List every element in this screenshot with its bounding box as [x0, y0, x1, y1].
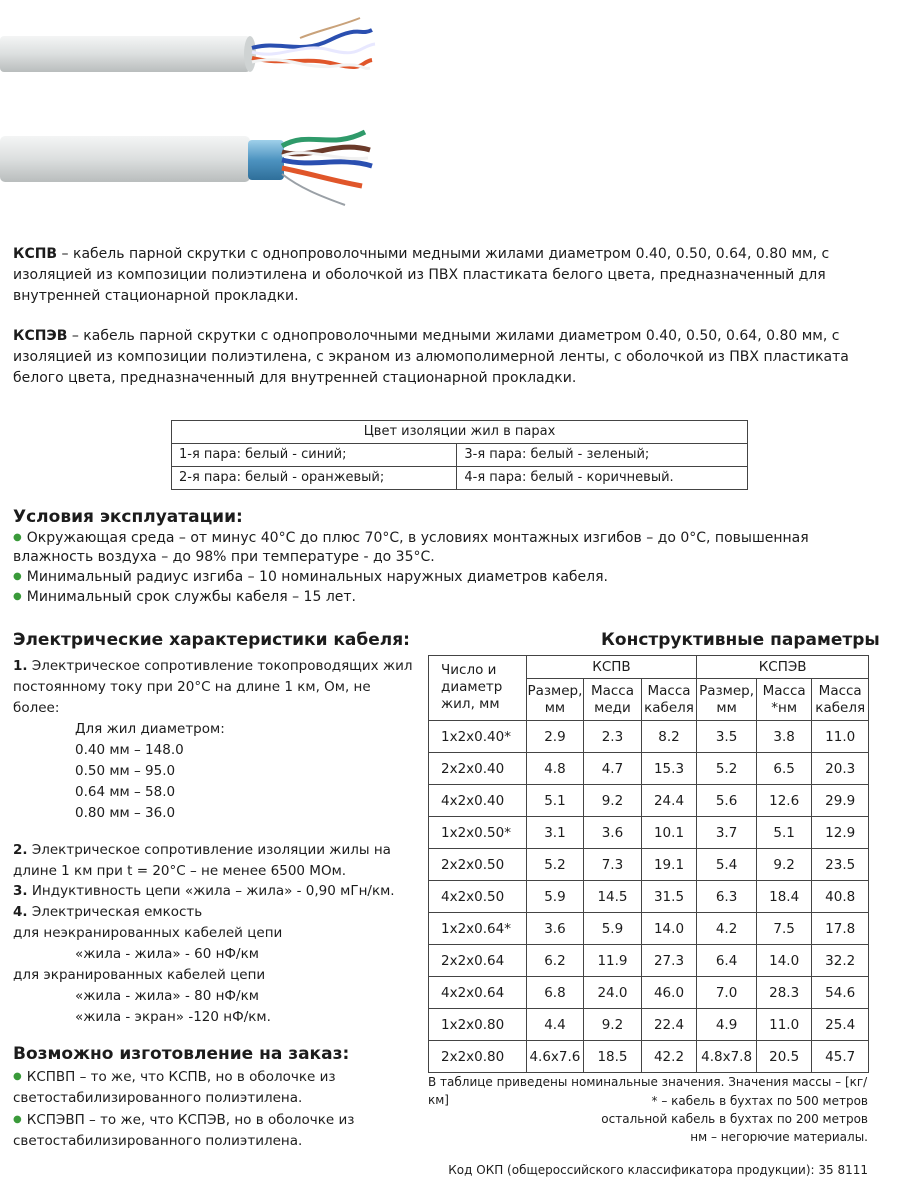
table-cell: 2.9 — [526, 721, 584, 753]
table-cell: 24.0 — [584, 977, 642, 1009]
construction-table — [428, 655, 869, 1073]
table-cell: 22.4 — [641, 1009, 697, 1041]
kspev-name: КСПЭВ — [13, 328, 68, 344]
table-cell: 7.5 — [756, 913, 812, 945]
table-row — [429, 817, 869, 849]
sub-header: Размер, мм — [697, 679, 757, 721]
table-cell: 23.5 — [812, 849, 869, 881]
sub-header: Масса кабеля — [641, 679, 697, 721]
table-cell: 6.8 — [526, 977, 584, 1009]
item-text: Электрическая емкость — [27, 904, 203, 920]
table-cell: 25.4 — [812, 1009, 869, 1041]
table-row — [429, 721, 869, 753]
row-label: 1x2x0.50* — [429, 817, 527, 849]
sub-header: Масса *нм — [756, 679, 812, 721]
item-number: 2. — [13, 842, 28, 858]
table-cell: 42.2 — [641, 1041, 697, 1073]
first-column-header: Число и диаметр жил, мм — [429, 656, 527, 721]
table-cell: 45.7 — [812, 1041, 869, 1073]
table-cell: 2.3 — [584, 721, 642, 753]
kspev-text: – кабель парной скрутки с однопроволочными медными жилами диаметром 0.40, 0.50, 0.64, 0.80 мм, с изоляцией из композиции полиэтилена, с экраном из алюмополимерной ленты, с оболочкой из ПВХ пластиката белого цвета, предназначенный для внутренней стационарной прокладки. — [13, 328, 849, 386]
shielded-cable-icon — [0, 132, 372, 205]
conditions-item: ● Минимальный срок службы кабеля – 15 лет. — [13, 587, 883, 607]
row-label: 4x2x0.50 — [429, 881, 527, 913]
table-row — [429, 1041, 869, 1073]
table-cell: 14.0 — [641, 913, 697, 945]
table-cell: 14.0 — [756, 945, 812, 977]
table-cell: 4.2 — [697, 913, 757, 945]
table-cell: 3.1 — [526, 817, 584, 849]
pair-color-table — [171, 420, 748, 490]
table-cell: 32.2 — [812, 945, 869, 977]
table-cell: 10.1 — [641, 817, 697, 849]
diameter-value: 0.40 мм – 148.0 — [75, 742, 184, 758]
table-cell: 31.5 — [641, 881, 697, 913]
capacitance-value: «жила - жила» - 60 нФ/км — [75, 946, 259, 962]
conditions-list — [13, 528, 883, 607]
electrical-item-4 — [13, 902, 413, 1028]
conditions-item: ● Минимальный радиус изгиба – 10 номинальных наружных диаметров кабеля. — [13, 567, 883, 587]
pair-color-cell: 3-я пара: белый - зеленый; — [457, 444, 748, 467]
cable-photo — [0, 0, 420, 215]
pair-color-cell: 1-я пара: белый - синий; — [172, 444, 457, 467]
row-label: 2x2x0.50 — [429, 849, 527, 881]
row-label: 2x2x0.40 — [429, 753, 527, 785]
table-cell: 4.6x7.6 — [526, 1041, 584, 1073]
conditions-title: Условия эксплуатации: — [13, 507, 243, 527]
okp-code: Код ОКП (общероссийского классификатора продукции): 35 8111 — [448, 1163, 868, 1177]
table-cell: 12.9 — [812, 817, 869, 849]
diameter-title: Для жил диаметром: — [75, 721, 225, 737]
kspv-description — [13, 244, 883, 307]
electrical-item-2 — [13, 840, 413, 882]
table-cell: 5.6 — [697, 785, 757, 817]
diameter-value: 0.64 мм – 58.0 — [75, 784, 176, 800]
diameter-value: 0.80 мм – 36.0 — [75, 805, 176, 821]
table-row — [429, 945, 869, 977]
table-cell: 4.8x7.8 — [697, 1041, 757, 1073]
sub-header: Масса меди — [584, 679, 642, 721]
table-cell: 19.1 — [641, 849, 697, 881]
table-row — [429, 753, 869, 785]
table-cell: 4.4 — [526, 1009, 584, 1041]
table-cell: 46.0 — [641, 977, 697, 1009]
item-number: 3. — [13, 883, 28, 899]
order-list — [13, 1066, 413, 1152]
item-text: Электрическое сопротивление изоляции жилы на длине 1 км при t = 20°С – не менее 6500 МОм. — [13, 842, 391, 879]
item-text: Электрическое сопротивление токопроводящих жил постоянному току при 20°С на длине 1 км, Ом, не более: — [13, 658, 413, 716]
order-title: Возможно изготовление на заказ: — [13, 1044, 350, 1064]
table-cell: 6.4 — [697, 945, 757, 977]
sub-header: Масса кабеля — [812, 679, 869, 721]
order-item: ● КСПВП – то же, что КСПВ, но в оболочке из светостабилизированного полиэтилена. — [13, 1066, 413, 1109]
table-cell: 5.1 — [756, 817, 812, 849]
table-cell: 3.7 — [697, 817, 757, 849]
row-label: 1x2x0.40* — [429, 721, 527, 753]
electrical-title: Электрические характеристики кабеля: — [13, 630, 410, 650]
table-cell: 3.8 — [756, 721, 812, 753]
kspev-description — [13, 326, 883, 389]
table-cell: 11.0 — [812, 721, 869, 753]
table-cell: 12.6 — [756, 785, 812, 817]
table-cell: 11.9 — [584, 945, 642, 977]
order-item: ● КСПЭВП – то же, что КСПЭВ, но в оболочке из светостабилизированного полиэтилена. — [13, 1109, 413, 1152]
item-number: 4. — [13, 904, 28, 920]
table-cell: 17.8 — [812, 913, 869, 945]
table-cell: 6.5 — [756, 753, 812, 785]
row-label: 1x2x0.80 — [429, 1009, 527, 1041]
table-cell: 5.9 — [584, 913, 642, 945]
conditions-item: ● Окружающая среда – от минус 40°С до плюс 70°С, в условиях монтажных изгибов – до 0°С, повышенная влажность воздуха – до 98% при температуре - до 35°С. — [13, 528, 883, 567]
table-cell: 8.2 — [641, 721, 697, 753]
table-cell: 5.9 — [526, 881, 584, 913]
table-cell: 9.2 — [584, 785, 642, 817]
diameter-value: 0.50 мм – 95.0 — [75, 763, 176, 779]
table-cell: 4.7 — [584, 753, 642, 785]
table-footnotes — [500, 1092, 868, 1146]
construction-table-body — [429, 721, 869, 1073]
table-cell: 5.2 — [526, 849, 584, 881]
table-cell: 28.3 — [756, 977, 812, 1009]
table-cell: 9.2 — [584, 1009, 642, 1041]
table-row — [429, 1009, 869, 1041]
table-cell: 5.1 — [526, 785, 584, 817]
footnote: * – кабель в бухтах по 500 метров — [651, 1094, 868, 1108]
kspv-name: КСПВ — [13, 246, 58, 262]
table-cell: 29.9 — [812, 785, 869, 817]
table-cell: 6.2 — [526, 945, 584, 977]
table-cell: 20.3 — [812, 753, 869, 785]
capacitance-value: «жила - жила» - 80 нФ/км — [75, 988, 259, 1004]
table-cell: 54.6 — [812, 977, 869, 1009]
group-header-kspv: КСПВ — [526, 656, 697, 679]
table-cell: 24.4 — [641, 785, 697, 817]
table-cell: 27.3 — [641, 945, 697, 977]
table-row — [429, 913, 869, 945]
table-row — [429, 849, 869, 881]
table-cell: 5.4 — [697, 849, 757, 881]
table-cell: 18.5 — [584, 1041, 642, 1073]
item-number: 1. — [13, 658, 28, 674]
table-cell: 40.8 — [812, 881, 869, 913]
row-label: 1x2x0.64* — [429, 913, 527, 945]
pair-color-cell: 4-я пара: белый - коричневый. — [457, 467, 748, 490]
table-row — [429, 977, 869, 1009]
footnote: нм – негорючие материалы. — [690, 1130, 868, 1144]
table-cell: 4.9 — [697, 1009, 757, 1041]
row-label: 4x2x0.64 — [429, 977, 527, 1009]
table-cell: 20.5 — [756, 1041, 812, 1073]
table-cell: 7.3 — [584, 849, 642, 881]
construction-title: Конструктивные параметры — [601, 630, 880, 650]
capacitance-label: для неэкранированных кабелей цепи — [13, 925, 283, 941]
table-cell: 3.6 — [526, 913, 584, 945]
pair-color-cell: 2-я пара: белый - оранжевый; — [172, 467, 457, 490]
table-cell: 9.2 — [756, 849, 812, 881]
electrical-item-3 — [13, 881, 413, 902]
kspv-text: – кабель парной скрутки с однопроволочными медными жилами диаметром 0.40, 0.50, 0.64, 0.80 мм, с изоляцией из композиции полиэтилена и оболочкой из ПВХ пластиката белого цвета, предназначенный для внутренней стационарной прокладки. — [13, 246, 830, 304]
table-cell: 14.5 — [584, 881, 642, 913]
table-cell: 3.5 — [697, 721, 757, 753]
table-cell: 5.2 — [697, 753, 757, 785]
table-cell: 11.0 — [756, 1009, 812, 1041]
table-cell: 6.3 — [697, 881, 757, 913]
row-label: 2x2x0.64 — [429, 945, 527, 977]
table-note: В таблице приведены номинальные значения. Значения массы – [кг/км] — [428, 1075, 868, 1107]
table-cell: 4.8 — [526, 753, 584, 785]
capacitance-value: «жила - экран» -120 нФ/км. — [75, 1009, 271, 1025]
item-text: Индуктивность цепи «жила – жила» - 0,90 мГн/км. — [27, 883, 395, 899]
row-label: 2x2x0.80 — [429, 1041, 527, 1073]
row-label: 4x2x0.40 — [429, 785, 527, 817]
footnote: остальной кабель в бухтах по 200 метров — [601, 1112, 868, 1126]
table-cell: 15.3 — [641, 753, 697, 785]
table-row — [429, 881, 869, 913]
group-header-kspev: КСПЭВ — [697, 656, 869, 679]
table-cell: 7.0 — [697, 977, 757, 1009]
unshielded-cable-icon — [0, 18, 375, 72]
electrical-item-1 — [13, 656, 413, 824]
capacitance-label: для экранированных кабелей цепи — [13, 967, 266, 983]
table-cell: 3.6 — [584, 817, 642, 849]
pair-color-title: Цвет изоляции жил в парах — [172, 421, 748, 444]
table-cell: 18.4 — [756, 881, 812, 913]
table-row — [429, 785, 869, 817]
sub-header: Размер, мм — [526, 679, 584, 721]
